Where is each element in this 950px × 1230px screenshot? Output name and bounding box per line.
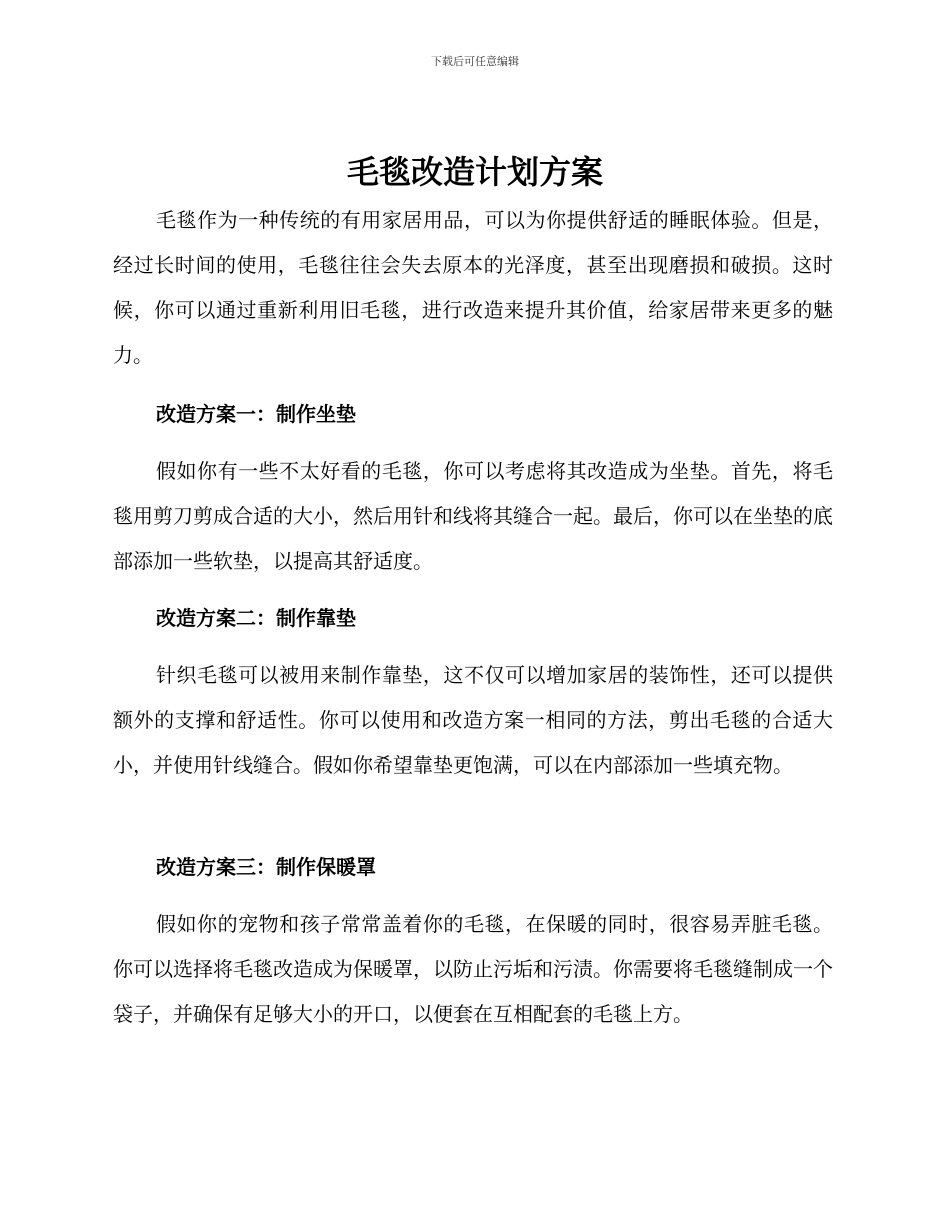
section-heading-plan-2: 改造方案二：制作靠垫 (156, 606, 356, 630)
section-heading-plan-1: 改造方案一：制作坐垫 (156, 402, 356, 426)
section-heading-plan-3: 改造方案三：制作保暖罩 (156, 855, 376, 879)
document-title: 毛毯改造计划方案 (346, 153, 603, 191)
header-note: 下载后可任意编辑 (431, 55, 519, 68)
section-body-plan-2: 针织毛毯可以被用来制作靠垫，这不仅可以增加家居的装饰性，还可以提供额外的支撑和舒适性。你可以使用和改造方案一相同的方法，剪出毛毯的合适大小，并使用针线缝合。假如你希望靠垫更饱满，可以在内部添加一些填充物。 (113, 663, 833, 777)
section-body-plan-1: 假如你有一些不太好看的毛毯，你可以考虑将其改造成为坐垫。首先，将毛毯用剪刀剪成合适的大小，然后用针和线将其缝合一起。最后，你可以在坐垫的底部添加一些软垫，以提高其舒适度。 (113, 459, 833, 573)
section-body-plan-3: 假如你的宠物和孩子常常盖着你的毛毯，在保暖的同时，很容易弄脏毛毯。你可以选择将毛毯改造成为保暖罩，以防止污垢和污渍。你需要将毛毯缝制成一个袋子，并确保有足够大小的开口，以便套在互相配套的毛毯上方。 (113, 912, 833, 1026)
intro-paragraph: 毛毯作为一种传统的有用家居用品，可以为你提供舒适的睡眠体验。但是，经过长时间的使用，毛毯往往会失去原本的光泽度，甚至出现磨损和破损。这时候，你可以通过重新利用旧毛毯，进行改造来提升其价值，给家居带来更多的魅力。 (113, 208, 833, 367)
